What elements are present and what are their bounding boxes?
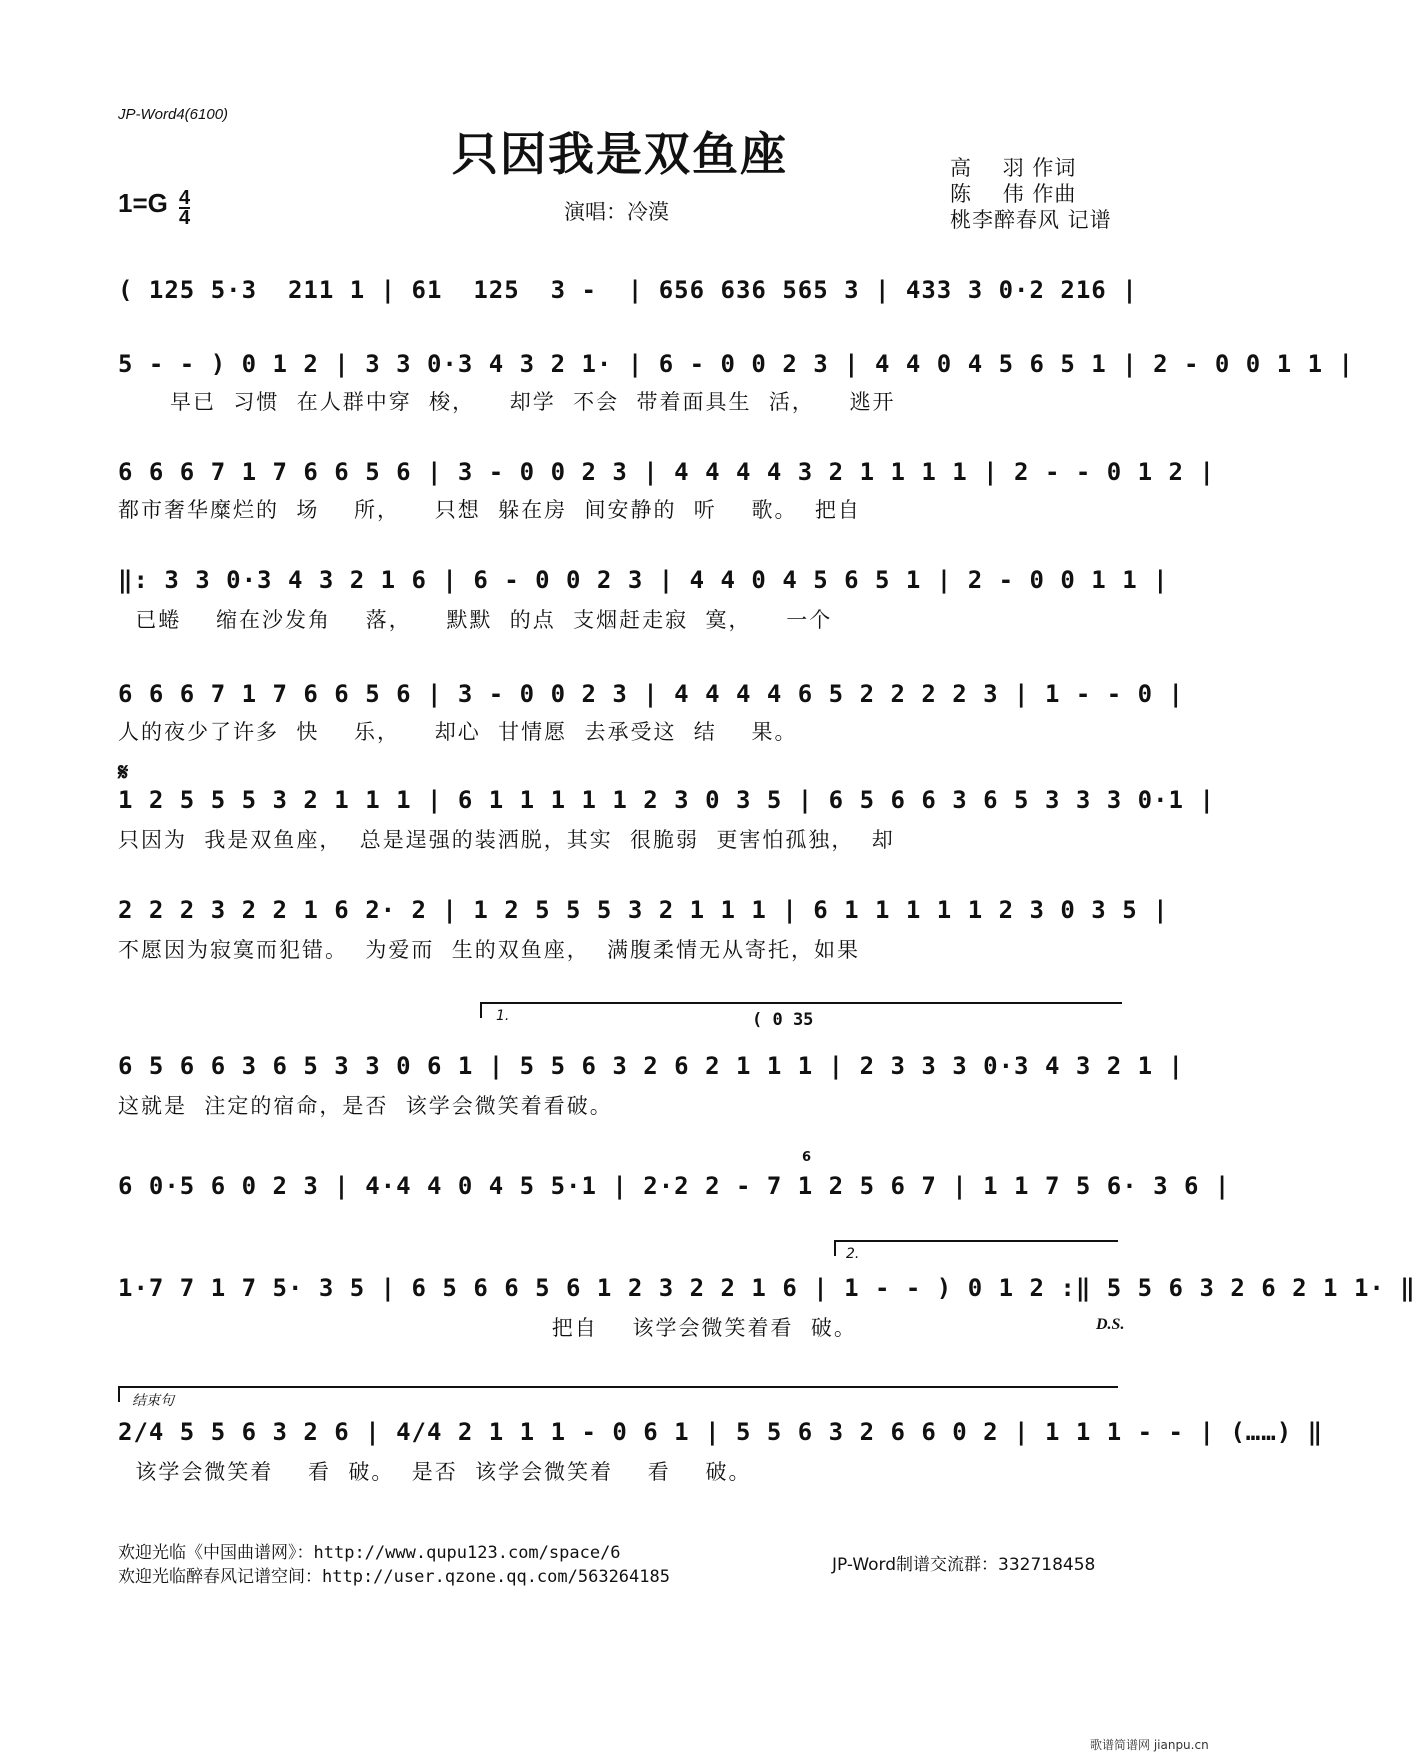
time-signature [178, 186, 191, 229]
lyric-line-5: 人的夜少了许多 快 乐， 却心 甘情愿 去承受这 结 果。 [118, 720, 798, 744]
lyric-line-11: 该学会微笑着 看 破。 是否 该学会微笑着 看 破。 [118, 1460, 752, 1484]
ending-label: 结束句 [132, 1393, 174, 1409]
score-line-6: 1 2 5 5 5 3 2 1 1 1 | 6 1 1 1 1 1 2 3 0 3 5 | 6 5 6 6 3 6 5 3 3 3 0·1 | [118, 786, 1215, 814]
score-line-10: 1·7 7 1 7 5· 3 5 | 6 5 6 6 5 6 1 2 3 2 2 1 6 | 1 - - ) 0 1 2 :‖ 5 5 6 3 2 6 2 1 1· ‖ [118, 1274, 1416, 1302]
footer-link-1: 欢迎光临《中国曲谱网》：http://www.qupu123.com/space/6 [118, 1543, 621, 1563]
volta-1-label: 1. [496, 1008, 510, 1024]
ending-bracket [118, 1386, 1118, 1402]
time-numerator: 4 [178, 186, 191, 209]
key-signature [118, 188, 190, 227]
score-line-2: 5 - - ) 0 1 2 | 3 3 0·3 4 3 2 1· | 6 - 0 0 2 3 | 4 4 0 4 5 6 5 1 | 2 - 0 0 1 1 | [118, 350, 1354, 378]
software-version: JP-Word4(6100) [118, 106, 229, 123]
volta-2-label: 2. [846, 1246, 860, 1262]
transcriber-credit: 桃李醉春风 记谱 [950, 208, 1112, 232]
footer-group: JP-Word制谱交流群：332718458 [832, 1555, 1096, 1575]
footer-link-2: 欢迎光临醉春风记谱空间：http://user.qzone.qq.com/563264185 [118, 1567, 670, 1587]
page-title: 只因我是双鱼座 [452, 127, 788, 181]
lyric-line-10: 把自 该学会微笑着看 破。 [118, 1316, 857, 1340]
score-line-11: 2/4 5 5 6 3 2 6 | 4/4 2 1 1 1 - 0 6 1 | 5 5 6 3 2 6 6 0 2 | 1 1 1 - - | (……) ‖ [118, 1418, 1324, 1446]
lyric-line-3: 都市奢华糜烂的 场 所， 只想 躲在房 间安静的 听 歌。 把自 [118, 498, 861, 522]
lyric-line-8: 这就是 注定的宿命，是否 该学会微笑着看破。 [118, 1094, 613, 1118]
score-line-9: 6 0·5 6 0 2 3 | 4·4 4 0 4 5 5·1 | 2·2 2 - 7 1 2 5 6 7 | 1 1 7 5 6· 3 6 | [118, 1172, 1231, 1200]
key-label: 1=G [118, 188, 168, 218]
score-line-1: ( 125 5·3 211 1 | 61 125 3 - | 656 636 565 3 | 433 3 0·2 216 | [118, 276, 1138, 304]
score-line-8: 6 5 6 6 3 6 5 3 3 0 6 1 | 5 5 6 3 2 6 2 1 1 1 | 2 3 3 3 0·3 4 3 2 1 | [118, 1052, 1184, 1080]
segno-sign: 𝄋 [118, 758, 129, 786]
lyric-line-6: 只因为 我是双鱼座， 总是逞强的装洒脱，其实 很脆弱 更害怕孤独， 却 [118, 828, 895, 852]
score-line-3: 6 6 6 7 1 7 6 6 5 6 | 3 - 0 0 2 3 | 4 4 4 4 3 2 1 1 1 1 | 2 - - 0 1 2 | [118, 458, 1215, 486]
ds-marking: D.S. [1096, 1316, 1125, 1333]
lyric-line-7: 不愿因为寂寞而犯错。 为爱而 生的双鱼座， 满腹柔情无从寄托，如果 [118, 938, 861, 962]
singer-label: 演唱：冷漠 [564, 200, 669, 224]
lyricist-credit: 高 羽 作词 [950, 156, 1077, 180]
volta-bracket-2 [834, 1240, 1118, 1256]
watermark: 歌谱简谱网 jianpu.cn [1090, 1738, 1209, 1752]
time-denominator: 4 [178, 206, 191, 229]
score-line-7: 2 2 2 3 2 2 1 6 2· 2 | 1 2 5 5 5 3 2 1 1 1 | 6 1 1 1 1 1 2 3 0 3 5 | [118, 896, 1169, 924]
lyric-line-2: 早已 习惯 在人群中穿 梭， 却学 不会 带着面具生 活， 逃开 [118, 390, 896, 414]
pickup-notes: ( 0 35 [752, 1010, 814, 1030]
score-line-5: 6 6 6 7 1 7 6 6 5 6 | 3 - 0 0 2 3 | 4 4 4 4 6 5 2 2 2 2 3 | 1 - - 0 | [118, 680, 1184, 708]
score-line-4: ‖: 3 3 0·3 4 3 2 1 6 | 6 - 0 0 2 3 | 4 4 0 4 5 6 5 1 | 2 - 0 0 1 1 | [118, 566, 1169, 594]
sextuplet-mark: 6 [802, 1150, 812, 1165]
composer-credit: 陈 伟 作曲 [950, 182, 1077, 206]
lyric-line-4: 已蜷 缩在沙发角 落， 默默 的点 支烟赶走寂 寞， 一个 [118, 608, 833, 632]
